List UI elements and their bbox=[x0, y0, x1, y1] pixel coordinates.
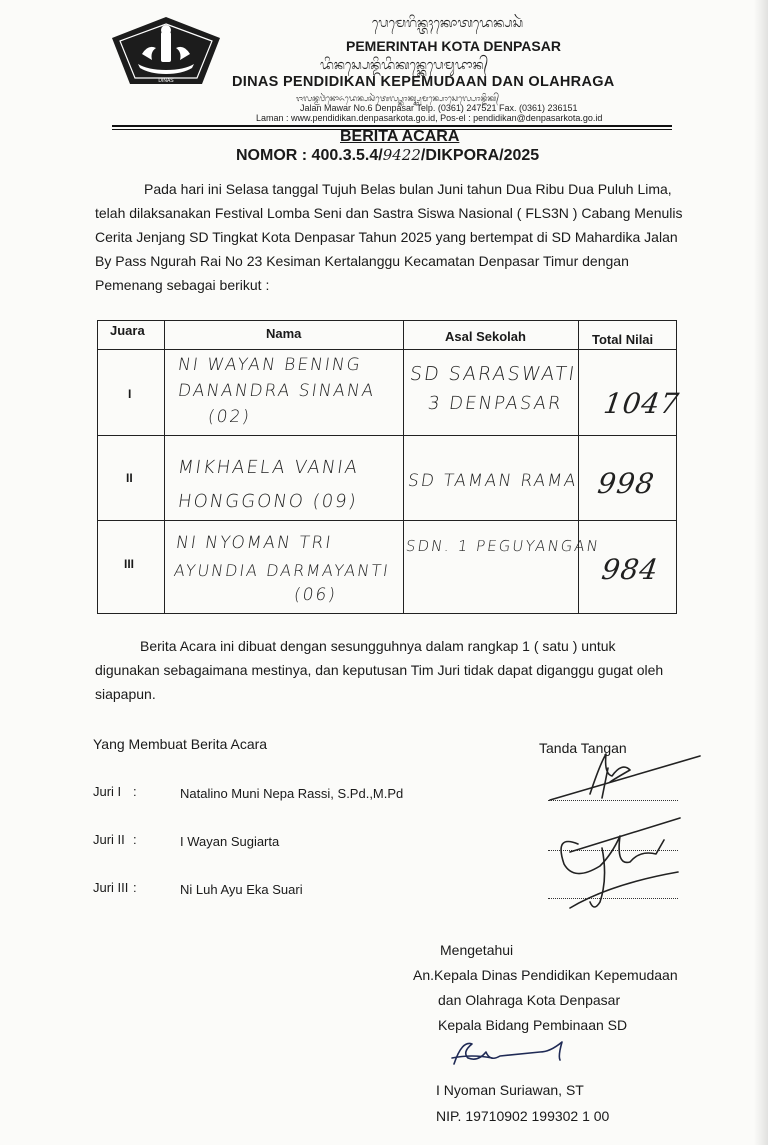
rank-1: I bbox=[128, 387, 132, 401]
juri-2-label: Juri II bbox=[93, 832, 125, 847]
department-name: DINAS PENDIDIKAN KEPEMUDAAN DAN OLAHRAGA bbox=[232, 74, 615, 90]
table-divider bbox=[164, 321, 165, 613]
winner-3-name-line-1: NI NYOMAN TRI bbox=[174, 533, 334, 553]
document-title: BERITA ACARA bbox=[340, 128, 460, 145]
juri-3-label: Juri III bbox=[93, 880, 129, 895]
winner-3-name-line-3: (06) bbox=[292, 585, 339, 605]
winner-3-school: SDN. 1 PEGUYANGAN bbox=[404, 537, 602, 555]
intro-line-5: Pemenang sebagai berikut : bbox=[95, 277, 270, 293]
signature-column-label: Tanda Tangan bbox=[539, 740, 627, 756]
winner-1-name-line-3: (02) bbox=[206, 407, 253, 427]
approval-line-1: Mengetahui bbox=[440, 942, 514, 958]
winner-3-score: 984 bbox=[599, 553, 661, 586]
table-divider bbox=[98, 435, 676, 436]
page-edge-shadow bbox=[754, 0, 768, 1145]
nomor-prefix: NOMOR : 400.3.5.4/ bbox=[236, 147, 383, 164]
intro-line-2: telah dilaksanakan Festival Lomba Seni dan Sastra Siswa Nasional ( FLS3N ) Cabang Menulis bbox=[95, 205, 683, 221]
letterhead-rule-thick bbox=[112, 125, 672, 127]
header-asal-sekolah: Asal Sekolah bbox=[445, 329, 526, 344]
closing-line-2: digunakan sebagaimana mestinya, dan keputusan Tim Juri tidak dapat diganggu gugat oleh bbox=[95, 662, 664, 678]
juri-1-label: Juri I bbox=[93, 784, 122, 799]
approval-line-2: An.Kepala Dinas Pendidikan Kepemudaan bbox=[413, 967, 678, 983]
signers-heading: Yang Membuat Berita Acara bbox=[93, 736, 268, 752]
winner-2-name-line-2: HONGGONO (09) bbox=[176, 491, 360, 512]
winner-2-name-line-1: MIKHAELA VANIA bbox=[176, 457, 361, 478]
approval-line-4: Kepala Bidang Pembinaan SD bbox=[438, 1017, 628, 1033]
table-divider bbox=[98, 349, 676, 350]
government-name: PEMERINTAH KOTA DENPASAR bbox=[346, 38, 561, 54]
document-number bbox=[236, 146, 539, 165]
approver-signature bbox=[448, 1036, 588, 1072]
city-emblem-logo bbox=[108, 14, 224, 88]
approval-line-3: dan Olahraga Kota Denpasar bbox=[438, 992, 621, 1008]
nomor-suffix: /DIKPORA/2025 bbox=[420, 147, 540, 164]
closing-line-3: siapapun. bbox=[95, 686, 156, 702]
juri-1-colon: : bbox=[133, 784, 137, 799]
svg-text:DINAS: DINAS bbox=[158, 78, 174, 84]
nomor-handwritten: 9422 bbox=[382, 146, 421, 164]
juri-3-name: Ni Luh Ayu Eka Suari bbox=[180, 882, 303, 897]
balinese-script-top: ᬧᬾᬫᬾᬭᬶᬦ᭄ᬢᬄᬓᭀᬢᬤᬾᬦ᭄ᬧᬲᬃ bbox=[372, 16, 524, 31]
judge-signatures bbox=[530, 748, 710, 918]
intro-line-1: Pada hari ini Selasa tanggal Tujuh Belas bulan Juni tahun Dua Ribu Dua Puluh Lima, bbox=[144, 181, 672, 197]
winner-1-name-line-1: NI WAYAN BENING bbox=[176, 355, 364, 375]
winner-1-school-line-1: SD SARASWATI bbox=[408, 363, 578, 385]
winner-3-name-line-2: AYUNDIA DARMAYANTI bbox=[172, 561, 392, 580]
office-website-email: Laman : www.pendidikan.denpasarkota.go.id, Pos-el : pendidikan@denpasarkota.go.id bbox=[256, 113, 603, 123]
header-juara: Juara bbox=[110, 323, 145, 338]
intro-line-4: By Pass Ngurah Rai No 23 Kesiman Kertalanggu Kecamatan Denpasar Timur dengan bbox=[95, 253, 629, 269]
closing-line-1: Berita Acara ini dibuat dengan sesungguhnya dalam rangkap 1 ( satu ) untuk bbox=[140, 638, 616, 654]
header-nama: Nama bbox=[266, 326, 302, 341]
rank-2: II bbox=[126, 471, 133, 485]
juri-2-colon: : bbox=[133, 832, 137, 847]
header-total-nilai: Total Nilai bbox=[592, 332, 654, 347]
winner-2-school: SD TAMAN RAMA bbox=[406, 471, 579, 491]
winner-1-name-line-2: DANANDRA SINANA bbox=[176, 381, 377, 401]
table-divider bbox=[403, 321, 404, 613]
juri-1-name: Natalino Muni Nepa Rassi, S.Pd.,M.Pd bbox=[180, 786, 404, 801]
winner-1-school-line-2: 3 DENPASAR bbox=[426, 393, 564, 414]
rank-3: III bbox=[124, 557, 135, 571]
table-divider bbox=[98, 520, 676, 521]
juri-2-name: I Wayan Sugiarta bbox=[180, 834, 280, 849]
winner-2-score: 998 bbox=[595, 467, 657, 500]
winners-table bbox=[97, 320, 682, 614]
intro-line-3: Cerita Jenjang SD Tingkat Kota Denpasar Tahun 2025 yang bertempat di SD Mahardika Jalan bbox=[95, 229, 678, 245]
juri-3-colon: : bbox=[133, 880, 137, 895]
winner-1-score: 1047 bbox=[601, 387, 682, 420]
approver-nip: NIP. 19710902 199302 1 00 bbox=[436, 1108, 610, 1124]
balinese-script-middle: ᬤᬶᬦᬲ᭄ᬧᬾᬦ᭄ᬤᬶᬤᬶᬓᬦ᭄ᬓᬾᬧᬾᬫᬸᬤᬵᬦ᭄ bbox=[320, 58, 489, 73]
approver-name: I Nyoman Suriawan, ST bbox=[436, 1082, 584, 1098]
office-address: Jalan Mawar No.6 Denpasar Telp. (0361) 247521 Fax. (0361) 236151 bbox=[300, 103, 578, 113]
table-divider bbox=[578, 321, 579, 613]
balinese-script-bottom: ᬚᬮᬦ᭄ᬫᬯᬃᬦᭀ᭖ᬤᬾᬦ᭄ᬧᬲᬃᬢᬾᬮ᭄ᬧ᭄ᬓᬵᬓ᭄ᬲ᭄ᬮᬫᬦ᭄ᬧᭀᬲᬾᬮ᭄ᬧᭀᬦ᭄ᬤᬶᬓ᭄ bbox=[296, 94, 500, 103]
